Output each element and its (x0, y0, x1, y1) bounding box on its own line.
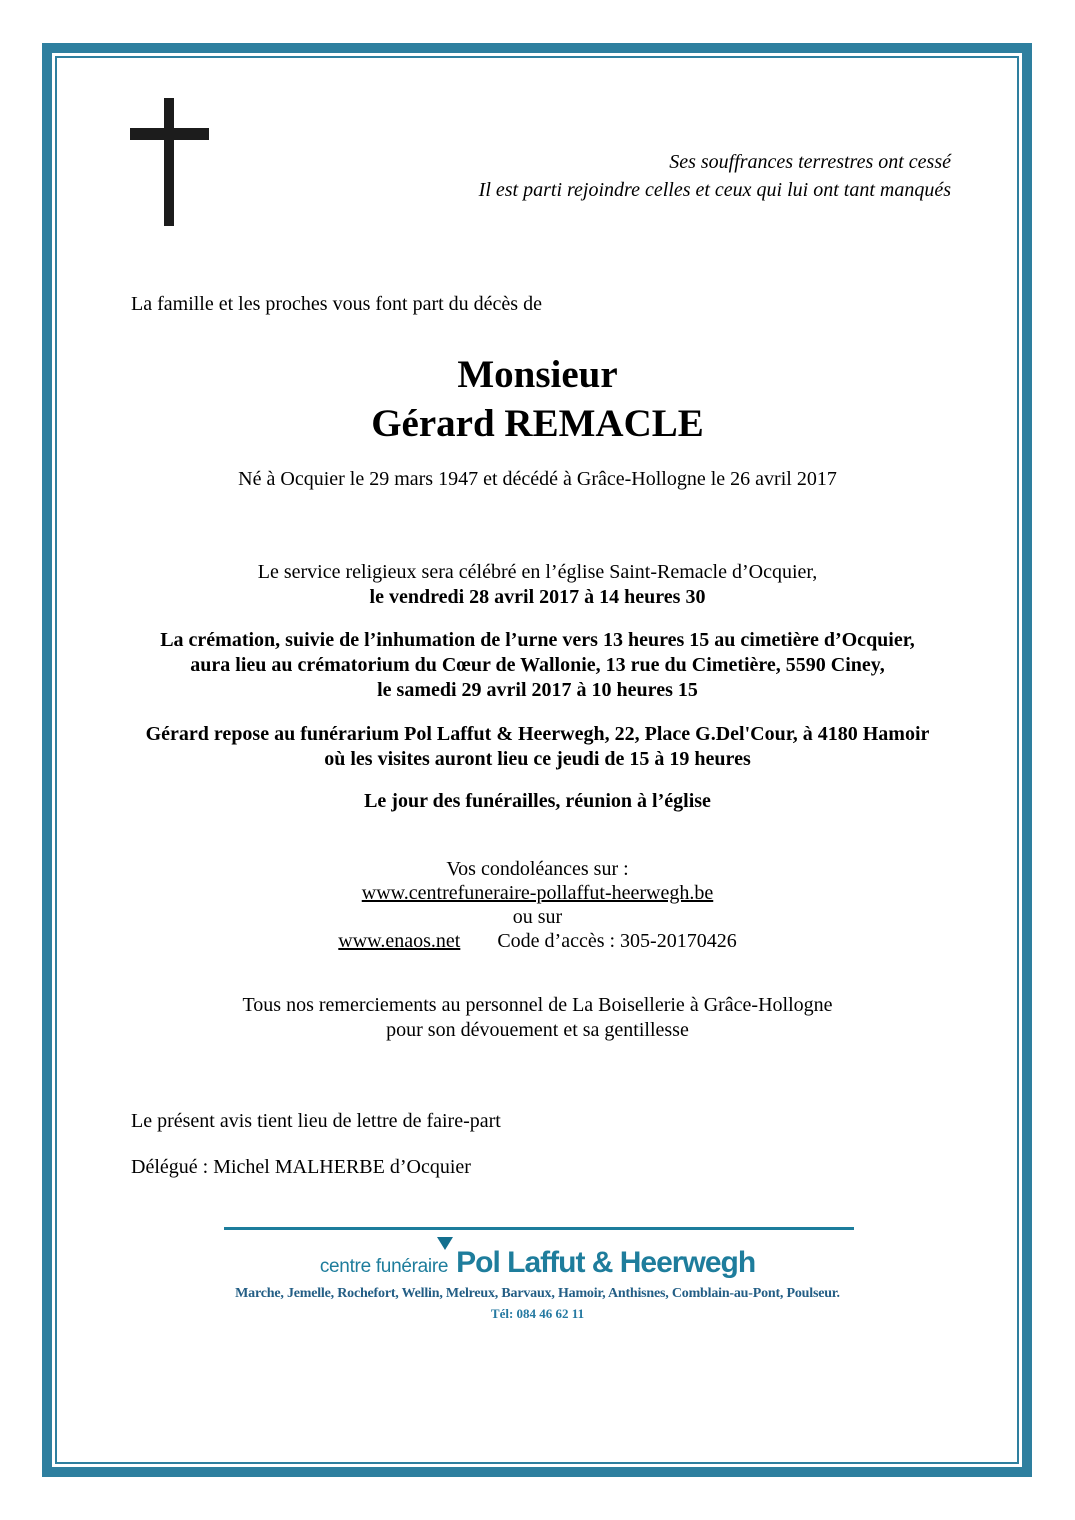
announcement-intro: La famille et les proches vous font part du décès de (131, 293, 542, 315)
access-code: Code d’accès : 305-20170426 (497, 930, 737, 952)
thanks-line-1: Tous nos remerciements au personnel de La Boisellerie à Grâce-Hollogne (242, 994, 833, 1016)
deceased-name: Gérard REMACLE (371, 402, 704, 445)
service-line-1: Le service religieux sera célébré en l’église Saint-Remacle d’Ocquier, (257, 561, 818, 583)
cross-vertical-bar (164, 98, 174, 226)
repose-block (0, 722, 1075, 772)
funeral-home-brand (0, 1246, 1075, 1280)
epitaph (479, 148, 951, 204)
cross-horizontal-bar (130, 128, 209, 140)
thanks-line-2: pour son dévouement et sa gentillesse (386, 1019, 689, 1041)
cremation-block (0, 628, 1075, 703)
condolences-url-main[interactable]: www.centrefuneraire-pollaffut-heerwegh.be (361, 882, 714, 904)
repose-line-2: où les visites auront lieu ce jeudi de 15 à 19 heures (324, 748, 751, 770)
funeral-day-line: Le jour des funérailles, réunion à l’église (364, 790, 711, 812)
epitaph-line-2: Il est parti rejoindre celles et ceux qui lui ont tant manqués (478, 179, 951, 201)
service-date-line: le vendredi 28 avril 2017 à 14 heures 30 (369, 586, 706, 608)
condolences-block (0, 857, 1075, 953)
condolences-intro: Vos condoléances sur : (446, 858, 629, 880)
condolences-or-text: ou sur (512, 906, 563, 928)
thanks-block (0, 993, 1075, 1043)
deceased-title-block (0, 350, 1075, 448)
life-dates: Né à Ocquier le 29 mars 1947 et décédé à Grâce-Hollogne le 26 avril 2017 (238, 468, 837, 490)
condolences-url-enaos[interactable]: www.enaos.net (338, 930, 461, 952)
epitaph-line-1: Ses souffrances terrestres ont cessé (669, 151, 951, 173)
latin-cross-icon (130, 98, 209, 226)
brand-prefix: centre funéraire (319, 1256, 449, 1277)
cremation-line-2: aura lieu au crématorium du Cœur de Wallonie, 13 rue du Cimetière, 5590 Ciney, (190, 654, 885, 676)
condolences-enaos-row (0, 929, 1075, 953)
funeral-home-phone: Tél: 084 46 62 11 (490, 1306, 585, 1321)
cremation-line-1: La crémation, suivie de l’inhumation de l’urne vers 13 heures 15 au cimetière d’Ocquier, (160, 629, 915, 651)
funeral-home-locations: Marche, Jemelle, Rochefort, Wellin, Melreux, Barvaux, Hamoir, Anthisnes, Comblain-au-Pont, Poulseur. (235, 1286, 840, 1301)
delegate-line: Délégué : Michel MALHERBE d’Ocquier (131, 1156, 471, 1178)
religious-service-block (0, 560, 1075, 610)
cremation-date-line: le samedi 29 avril 2017 à 10 heures 15 (377, 679, 698, 701)
repose-line-1: Gérard repose au funérarium Pol Laffut & Heerwegh, 22, Place G.Del'Cour, à 4180 Hamoir (145, 723, 930, 745)
brand-name: Pol Laffut & Heerwegh (456, 1246, 756, 1279)
footer-divider-rule (224, 1227, 854, 1230)
legal-notice-line: Le présent avis tient lieu de lettre de faire-part (131, 1110, 501, 1132)
deceased-title: Monsieur (457, 353, 618, 396)
